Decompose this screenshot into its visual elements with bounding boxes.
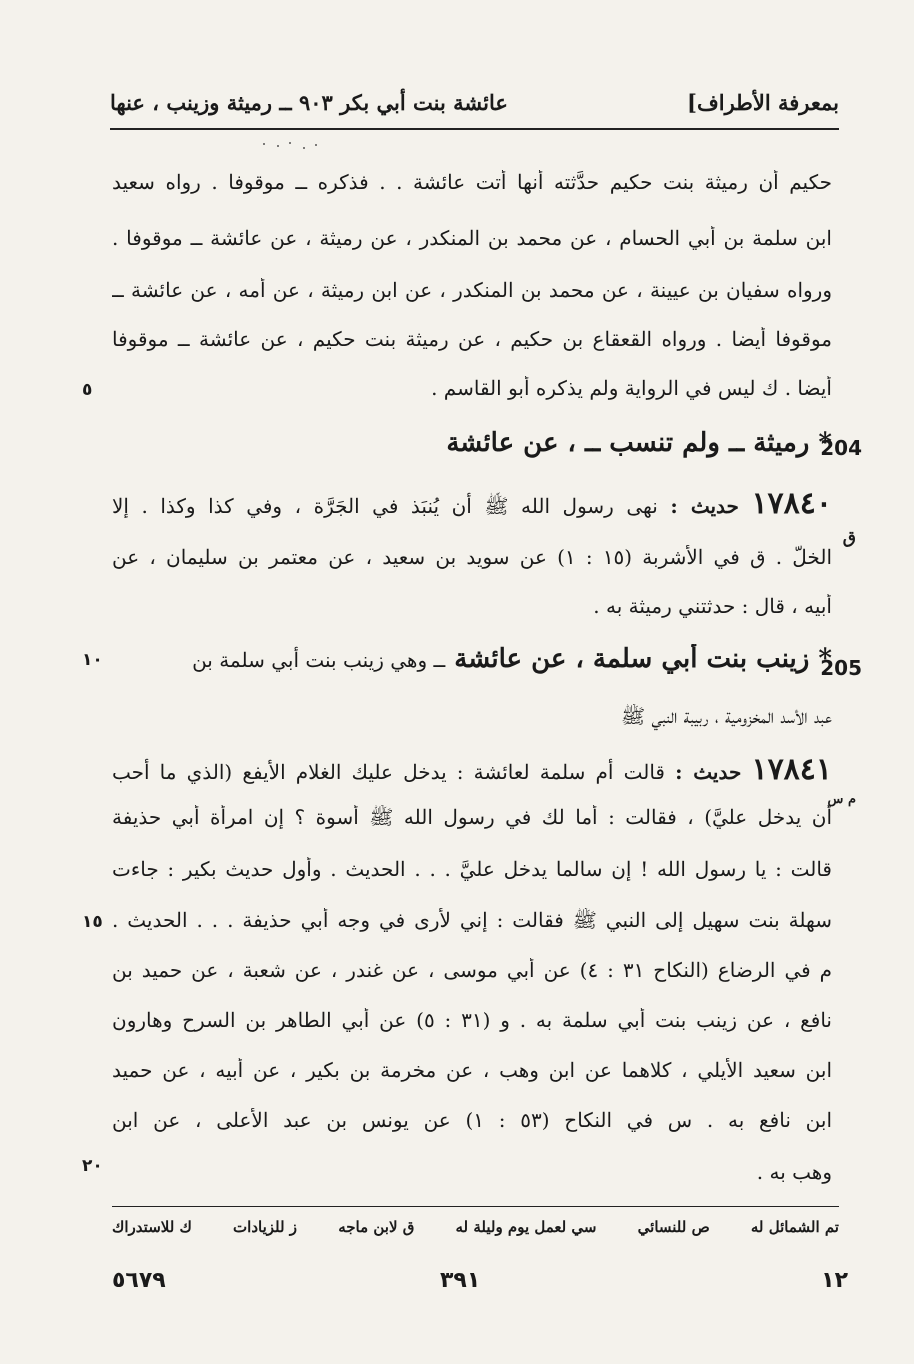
header-section: بمعرفة الأطراف]: [687, 89, 839, 115]
running-header: [110, 82, 839, 122]
page-number: ٣٩١: [440, 1268, 481, 1293]
hadith-line: [112, 486, 832, 523]
hadith-number: ١٧٨٤١: [751, 752, 832, 787]
text-line: أيضا . ك ليس في الرواية ولم يذكره أبو القاسم .: [431, 376, 832, 400]
hadith-number: ١٧٨٤٠: [751, 486, 832, 521]
print-speckles: [260, 140, 340, 154]
line-number: ٥: [82, 380, 93, 400]
footnote-rule: [112, 1206, 839, 1207]
siglum-key-item: ص للنسائي: [637, 1218, 710, 1236]
siglum-key-item: ز للزيادات: [233, 1218, 298, 1236]
header-rule: [110, 128, 839, 130]
text-line: موقوفا أيضا . ورواه القعقاع بن حكيم ، عن رميثة بنت حكيم ، عن عائشة ــ موقوفا: [112, 327, 832, 351]
siglum-key-item: تم الشمائل له: [750, 1218, 839, 1236]
entry-heading: * رميثة ــ ولم تنسب ــ ، عن عائشة: [446, 428, 832, 458]
siglum-key-item: ق لابن ماجه: [338, 1218, 415, 1236]
sigla-key: [112, 1218, 839, 1248]
entry-heading: [120, 644, 832, 674]
text-line: ابن سلمة بن أبي الحسام ، عن محمد بن المنكدر ، عن رميثة ، عن عائشة ــ موقوفا .: [112, 226, 832, 250]
hadith-text: نهى رسول الله ﷺ أن يُنبَذ في الجَرَّة ، وفي كذا وكذا . إلا: [112, 494, 658, 518]
text-line: م في الرضاع (النكاح ٣١ : ٤) عن أبي موسى ، عن غندر ، عن شعبة ، عن حميد بن: [112, 958, 832, 982]
text-line: ابن نافع به . س في النكاح (٥٣ : ١) عن يونس بن عبد الأعلى ، عن ابن: [112, 1108, 832, 1132]
text-line: سهلة بنت سهيل إلى النبي ﷺ فقالت : إني لأرى في وجه أبي حذيفة . . . الحديث .: [112, 908, 832, 932]
text-line: وهب به .: [756, 1160, 832, 1184]
text-line: أن يدخل عليَّ) ، فقالت : أما لك في رسول الله ﷺ أسوة ؟ إن امرأة أبي حذيفة: [112, 805, 832, 829]
header-title: عائشة بنت أبي بكر ٩٠٣ ــ رميثة وزينب ، عنها: [110, 89, 508, 115]
line-number: ١٥: [82, 912, 103, 932]
margin-siglum: ق: [842, 528, 856, 548]
text-line: ورواه سفيان بن عيينة ، عن محمد بن المنكدر ، عن ابن رميثة ، عن أمه ، عن عائشة ــ: [112, 278, 832, 302]
entry-number: 205: [820, 656, 862, 680]
text-line: حكيم أن رميثة بنت حكيم حدَّثته أنها أتت عائشة . . فذكره ــ موقوفا . رواه سعيد: [112, 170, 832, 194]
text-line: قالت : يا رسول الله ! إن سالما يدخل عليَّ . . . الحديث . وأول حديث بكير : جاءت: [112, 857, 832, 881]
text-line: ابن سعيد الأيلي ، كلاهما عن ابن وهب ، عن مخرمة بن بكير ، عن أبيه ، عن حميد: [112, 1058, 832, 1082]
margin-siglum: م س: [827, 792, 856, 807]
hadith-line: [112, 752, 832, 787]
entry-number: 204: [820, 436, 862, 460]
volume-number: ١٢: [821, 1268, 848, 1293]
entry-heading-rest: ــ وهي زينب بنت أبي سلمة بن: [192, 648, 446, 672]
line-number: ٢٠: [82, 1156, 103, 1176]
line-number: ١٠: [82, 650, 103, 670]
print-code: ٥٦٧٩: [112, 1268, 166, 1293]
siglum-key-item: سي لعمل يوم وليلة له: [455, 1218, 597, 1236]
siglum-key-item: ك للاستدراك: [112, 1218, 192, 1236]
hadith-text: قالت أم سلمة لعائشة : يدخل عليك الغلام الأيفع (الذي ما أحب: [112, 760, 665, 784]
entry-heading-main: * زينب بنت أبي سلمة ، عن عائشة: [454, 644, 832, 674]
text-line: أبيه ، قال : حدثتني رميثة به .: [593, 594, 832, 618]
text-line: الخلّ . ق في الأشربة (١٥ : ١) عن سويد بن سعيد ، عن معتمر بن سليمان ، عن: [112, 545, 832, 569]
text-line: عبد الأسد المخزومية ، ربيبة النبي ﷺ: [621, 704, 832, 728]
hadith-label: حديث :: [675, 760, 742, 784]
text-line: نافع ، عن زينب بنت أبي سلمة به . و (٣١ : ٥) عن أبي الطاهر بن السرح وهارون: [112, 1008, 832, 1032]
hadith-label: حديث :: [670, 494, 739, 518]
